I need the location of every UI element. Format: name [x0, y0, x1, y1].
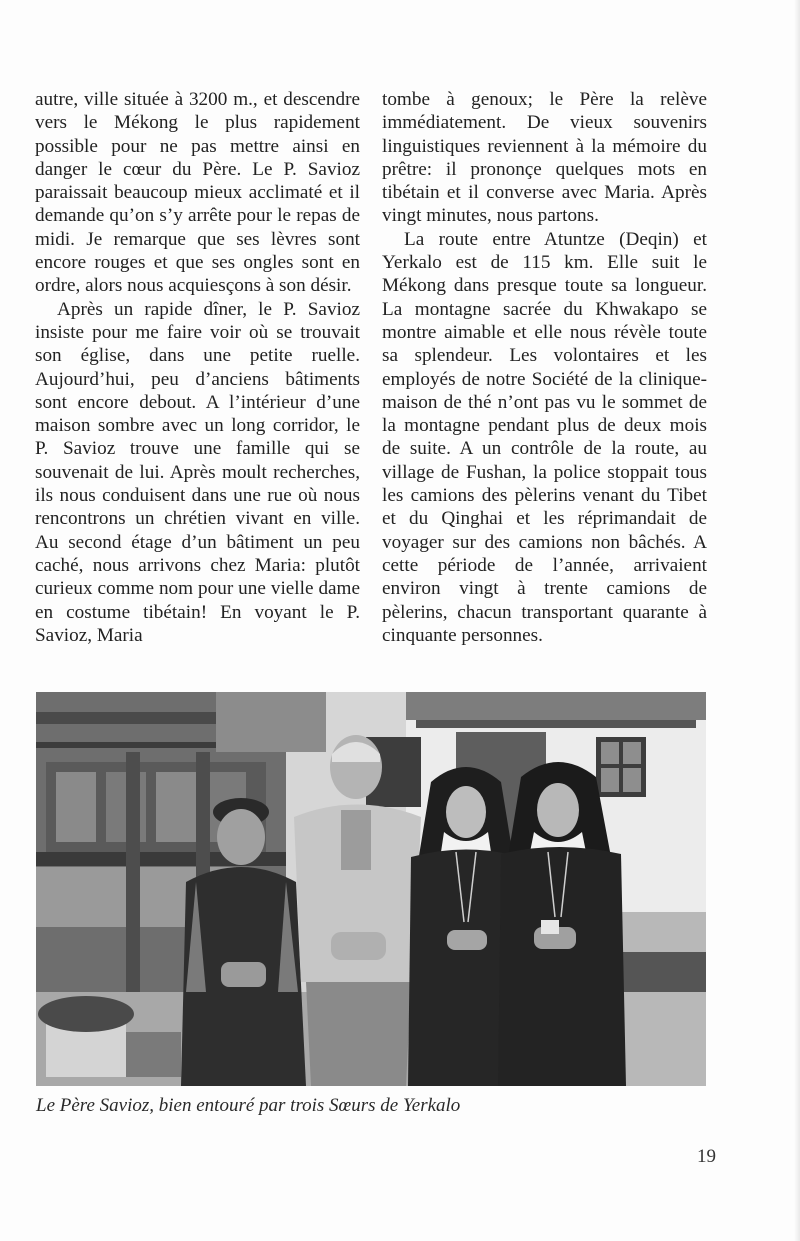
paragraph: La route entre Atuntze (Deqin) et Yerkalo est de 115 km. Elle suit le Mékong dans presque toute sa longueur. La montagne sacrée du Khwakapo se montre aimable et elle nous révèle toute sa splendeur. Les volontaires et les employés de notre Société de la clinique-maison de thé n’ont pas vu le sommet de la montagne pendant plus de deux mois de suite. A un contrôle de la route, au village de Fushan, la police stoppait tous les camions des pèlerins venant du Tibet et du Qinghai et les réprimandait de voyager sur des camions non bâchés. A cette période de l’année, arrivaient environ vingt à trente camions de pèlerins, chacun transportant quarante à cinquante personnes.: [382, 228, 707, 646]
page-edge-shadow: [794, 0, 800, 1241]
photo-caption: Le Père Savioz, bien entouré par trois Sœurs de Yerkalo: [36, 1095, 461, 1116]
text-column-left: [35, 88, 360, 647]
text-column-right: [382, 88, 707, 647]
page-number: 19: [697, 1146, 716, 1167]
paragraph: Après un rapide dîner, le P. Savioz insiste pour me faire voir où se trouvait son église, dans une petite ruelle. Aujourd’hui, peu d’anciens bâtiments sont encore debout. A l’intérieur d’une maison sombre avec un long corridor, le P. Savioz trouve une famille qui se souvenait de lui. Après moult recherches, ils nous conduisent dans une rue où nous rencontrons un chrétien vivant en ville. Au second étage d’un bâtiment un peu caché, nous arrivons chez Maria: plutôt curieux comme nom pour une vielle dame en costume tibétain! En voyant le P. Savioz, Maria: [35, 298, 360, 646]
paragraph: autre, ville située à 3200 m., et descendre vers le Mékong le plus rapidement possible pour ne pas mettre ainsi en danger le cœur du Père. Le P. Savioz paraissait beaucoup mieux acclimaté et il demande qu’on s’y arrête pour le repas de midi. Je remarque que ses lèvres sont encore rouges et que ses ongles sont en ordre, alors nous acquiesçons à son désir.: [35, 89, 360, 297]
paragraph: tombe à genoux; le Père la relève immédiatement. De vieux souvenirs linguistiques reviennent à la mémoire du prêtre: il prononçe quelques mots en tibétain et il converse avec Maria. Après vingt minutes, nous partons.: [382, 89, 707, 227]
photo-group-portrait: [36, 692, 706, 1086]
photo-illustration: [36, 692, 706, 1086]
